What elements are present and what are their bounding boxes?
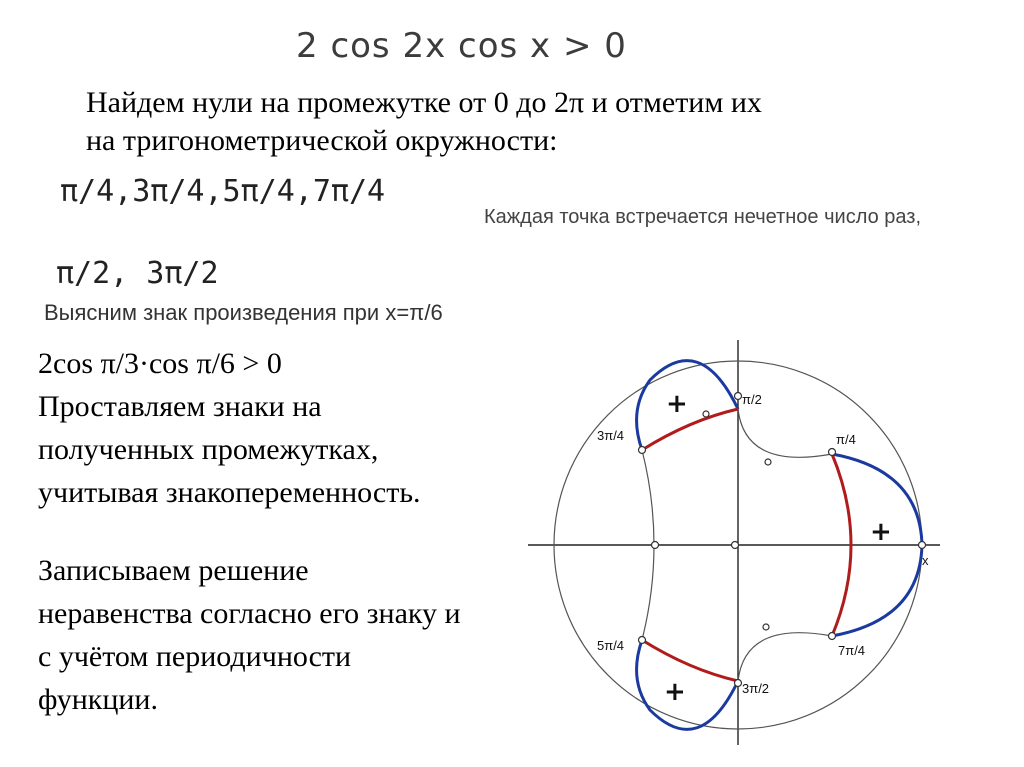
point-7pi-4 bbox=[829, 633, 836, 640]
point-pi-3 bbox=[703, 411, 709, 417]
label-7pi-4: 7π/4 bbox=[838, 643, 866, 658]
zeros-cos2x: π/4,3π/4,5π/4,7π/4 bbox=[60, 174, 386, 209]
curve-inner-bottom-right bbox=[738, 633, 832, 681]
point-pi-4 bbox=[829, 449, 836, 456]
sign-check-note: Выясним знак произведения при x=π/6 bbox=[44, 300, 443, 325]
conclusion-line-3: с учётом периодичности bbox=[38, 640, 352, 673]
label-3pi-4: 3π/4 bbox=[597, 428, 625, 443]
label-3pi-2: 3π/2 bbox=[742, 681, 770, 696]
conclusion-line-1: Записываем решение bbox=[38, 554, 309, 587]
conclusion-line-4: функции. bbox=[38, 683, 158, 716]
label-5pi-4: 5π/4 bbox=[597, 638, 625, 653]
curve-inner-top-right bbox=[738, 409, 832, 457]
step-line-2: полученных промежутках, bbox=[38, 433, 379, 466]
point-3pi-2 bbox=[735, 680, 742, 687]
plus-sign-bottom: + bbox=[664, 677, 686, 707]
step-line-3: учитывая знакопеременность. bbox=[38, 476, 421, 509]
point-pi-2 bbox=[735, 393, 742, 400]
point-origin bbox=[732, 542, 739, 549]
point-inner-upper bbox=[765, 459, 771, 465]
sign-calculation: 2cos π/3·cos π/6 > 0 bbox=[38, 347, 282, 380]
point-inner-lower bbox=[763, 624, 769, 630]
positive-arc-bottom bbox=[637, 640, 738, 729]
conclusion-line-2: неравенства согласно его знаку и bbox=[38, 597, 461, 630]
solution-arc-top bbox=[642, 409, 738, 450]
point-zero bbox=[919, 542, 926, 549]
solution-arc-bottom bbox=[642, 640, 738, 681]
label-x-axis: x bbox=[922, 553, 929, 568]
odd-multiplicity-note: Каждая точка встречается нечетное число раз, bbox=[484, 206, 922, 228]
point-3pi-4 bbox=[639, 447, 646, 454]
zeros-cosx: π/2, 3π/2 bbox=[56, 256, 219, 291]
intro-line-2: на тригонометрической окружности: bbox=[86, 124, 558, 157]
plus-sign-top: + bbox=[666, 389, 688, 419]
inequality-formula: 2 cos 2x cos x > 0 bbox=[296, 26, 627, 66]
point-5pi-4 bbox=[639, 637, 646, 644]
label-pi-2: π/2 bbox=[742, 392, 762, 407]
step-line-1: Проставляем знаки на bbox=[38, 390, 322, 423]
intro-line-1: Найдем нули на промежутке от 0 до 2π и отметим их bbox=[86, 86, 762, 119]
label-pi-4: π/4 bbox=[836, 432, 856, 447]
point-left-axis bbox=[652, 542, 659, 549]
plus-sign-right: + bbox=[870, 517, 892, 547]
